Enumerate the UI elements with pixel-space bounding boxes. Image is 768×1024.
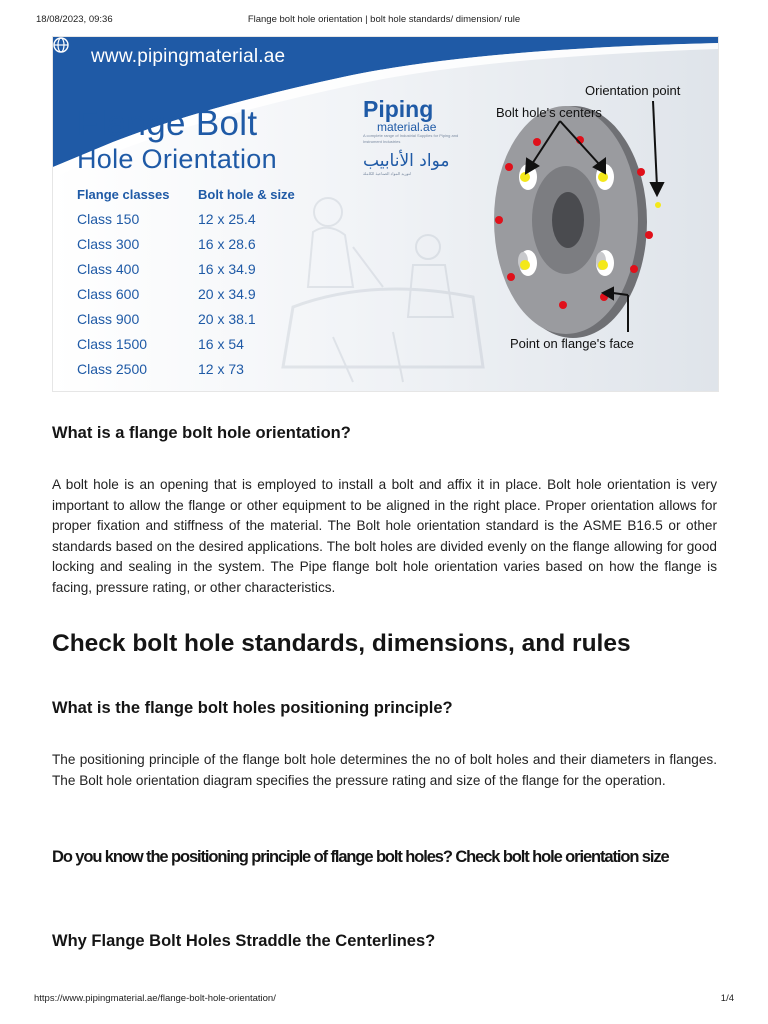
piping-material-logo bbox=[363, 97, 463, 176]
flange-bolt-banner-image bbox=[52, 36, 719, 392]
logo-sub-text: material.ae bbox=[377, 120, 437, 134]
page-number: 1/4 bbox=[720, 993, 734, 1004]
annotation-bolt-centers: Bolt hole's centers bbox=[496, 105, 602, 120]
heading-orientation-size: Do you know the positioning principle of flange bolt holes? Check bolt hole orientation size bbox=[52, 848, 669, 866]
table-row-class: Class 400 bbox=[77, 261, 140, 277]
paragraph-orientation-intro: A bolt hole is an opening that is employed to install a bolt and affix it in place. Bolt hole orientation is very important to allow the flange or other equipment to be aligned in the right place. Proper orientation allows for proper fixation and stiffness of the material. The Bolt hole orientation standard is the ASME B16.5 or other standards based on the desired applications. The bolt holes are divided evenly on the flange allowing for good locking and sealing in the system. The Pipe flange bolt hole orientation varies based on how the flange is facing, pressure rating, or other characteristics. bbox=[52, 477, 717, 595]
table-header-holes: Bolt hole & size bbox=[198, 187, 295, 202]
main-heading-standards: Check bolt hole standards, dimensions, and rules bbox=[52, 630, 631, 657]
table-row-size: 12 x 25.4 bbox=[198, 211, 256, 227]
logo-tagline: A complete range of Industrial Supplies for Piping and Instrument Industries bbox=[363, 133, 459, 144]
table-row-size: 12 x 73 bbox=[198, 361, 244, 377]
logo-arabic-text: مواد الأنابيب bbox=[363, 151, 450, 171]
heading-positioning-principle: What is the flange bolt holes positioning principle? bbox=[52, 699, 453, 717]
table-row-class: Class 600 bbox=[77, 286, 140, 302]
table-row-class: Class 150 bbox=[77, 211, 140, 227]
table-row-size: 20 x 34.9 bbox=[198, 286, 256, 302]
worker-sketch-illustration bbox=[283, 198, 483, 382]
table-row-class: Class 300 bbox=[77, 236, 140, 252]
logo-main-text: Piping bbox=[363, 96, 434, 122]
annotation-flange-face: Point on flange's face bbox=[510, 336, 634, 351]
table-row-class: Class 2500 bbox=[77, 361, 148, 377]
logo-arabic-tagline: لتوريد المواد الصناعية الكاملة bbox=[363, 171, 411, 176]
paragraph-positioning-principle: The positioning principle of the flange bolt hole determines the no of bolt holes and their diameters in flanges. The Bolt hole orientation diagram specifies the pressure rating and size of the flange for the operation. bbox=[52, 752, 717, 788]
table-row-size: 16 x 28.6 bbox=[198, 236, 256, 252]
banner-site-url: www.pipingmaterial.ae bbox=[91, 46, 286, 67]
table-row-size: 16 x 34.9 bbox=[198, 261, 256, 277]
table-row-class: Class 900 bbox=[77, 311, 140, 327]
banner-title-line1: Flange Bolt bbox=[77, 104, 258, 143]
heading-what-is-orientation: What is a flange bolt hole orientation? bbox=[52, 424, 351, 442]
print-date: 18/08/2023, 09:36 bbox=[36, 14, 113, 25]
table-header-classes: Flange classes bbox=[77, 187, 170, 202]
annotation-orientation-point: Orientation point bbox=[585, 83, 681, 98]
table-row-size: 20 x 38.1 bbox=[198, 311, 256, 327]
heading-straddle-centerlines: Why Flange Bolt Holes Straddle the Centerlines? bbox=[52, 932, 436, 950]
banner-title-line2: Hole Orientation bbox=[77, 144, 277, 174]
table-row-size: 16 x 54 bbox=[198, 336, 244, 352]
print-url: https://www.pipingmaterial.ae/flange-bolt-hole-orientation/ bbox=[34, 993, 276, 1004]
print-page-title: Flange bolt hole orientation | bolt hole standards/ dimension/ rule bbox=[247, 14, 521, 25]
table-row-class: Class 1500 bbox=[77, 336, 148, 352]
globe-icon bbox=[53, 37, 69, 53]
